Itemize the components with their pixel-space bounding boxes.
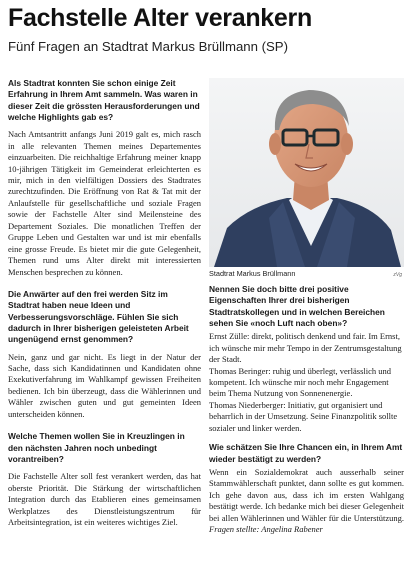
answer-2: Nein, ganz und gar nicht. Es liegt in der Natur der Sache, dass sich Kandidatinnen und Kandidaten ohne Exekutiverfahrung im Wahlkampf gewissen Freiheiten bedienen. Ich bin überzeugt, dass die Wählerinnen und Wähler zwischen guten und gut gemeinten Ideen unterscheiden können. (8, 351, 201, 419)
portrait-illustration (209, 78, 404, 267)
answer-5 (209, 467, 404, 536)
photo-caption (209, 269, 404, 279)
answer-5-text: Wenn ein Sozialdemokrat auch ausserhalb seiner Stammwählerschaft punktet, dann sollte es gut kommen. Ich gehe davon aus, dass ich im ersten Wahlgang bestätigt werde. Ich bedanke mich bei dieser Gelegenheit bei allen Wählerinnen und Wähler für die Unterstützung. (209, 466, 404, 523)
answer-1: Nach Amtsantritt anfangs Juni 2019 galt es, mich rasch in alle relevanten Themen meines Departementes einzuarbeiten. Die reichhaltige Erfahrung meiner knapp 10-jährigen Tätigkeit im Gemeinderat erleichterten es mir, mich in den vielfältigen Dossiers des Stadtrates zurechtzufinden. Die Eröffnung von Rat & Tat mit der Anlaufstelle für gesellschaftliche und soziale Fragen sowie der Fachstelle Alter sind Meilensteine des Departement Soziales. Die monatlichen Treffen der Gruppe Leben und Gestalten war und ist mir ebenfalls eine grosse Freude. Es bietet mir die gute Gelegenheit, Themen rund ums Alter direkt mit interessierten Menschen besprechen zu können. (8, 129, 201, 277)
right-column (209, 284, 404, 536)
question-2: Die Anwärter auf den frei werden Sitz im Stadtrat haben neue Ideen und Verbesserungsvorschläge. Fühlen Sie sich dadurch in Ihrer bisherigen geleisteten Arbeit ungenügend ernst genommen? (8, 289, 189, 345)
answer-4-niederberger: Thomas Niederberger: Initiativ, gut organisiert und beharrlich in der Umsetzung. Seine Finanzpolitik sollte sozialer und linker werden. (209, 399, 398, 433)
question-4: Nennen Sie doch bitte drei positive Eigenschaften Ihrer drei bisherigen Stadtratskollegen und in welchen Bereichen sehen Sie «noch Luft nach oben»? (209, 284, 385, 328)
photo-credit: zVg (393, 272, 402, 278)
question-1: Als Stadtrat konnten Sie schon einige Zeit Erfahrung in Ihrem Amt sammeln. Was waren in dieser Zeit die grössten Herausforderungen und welche Highlights gab es? (8, 78, 200, 122)
answer-4-beringer: Thomas Beringer: ruhig und überlegt, verlässlich und kompetent. Ich wünsche mir noch mehr Engagement beim Thema Nutzung von Sonnenenergie. (209, 365, 391, 399)
answer-4-zuelle: Ernst Zülle: direkt, politisch denkend und fair. Im Ernst, ich wünsche mir mehr Tempo in der Zentrumsgestaltung der Stadt. (209, 331, 402, 365)
left-column (8, 78, 201, 539)
question-5: Wie schätzen Sie Ihre Chancen ein, in Ihrem Amt wieder bestätigt zu werden? (209, 442, 403, 464)
photo-caption-text: Stadtrat Markus Brüllmann (209, 269, 296, 278)
answer-3: Die Fachstelle Alter soll fest verankert werden, das hat oberste Priorität. Die Stärkung der wirtschaftlichen Integration durch das Etablieren eines gemeinsamen Werkplatzes des Dienstleistungszentrum für Arbeitsintegration, ist ein weiteres wichtiges Ziel. (8, 471, 201, 527)
article-subhead: Fünf Fragen an Stadtrat Markus Brüllmann (SP) (8, 39, 288, 54)
answer-4 (209, 331, 404, 434)
article-headline: Fachstelle Alter verankern (8, 4, 312, 32)
question-3: Welche Themen wollen Sie in Kreuzlingen in den nächsten Jahren noch unbedingt vorantreiben? (8, 431, 185, 464)
interview-credit: Fragen stellte: Angelina Rabener (209, 524, 323, 535)
portrait-photo (209, 78, 404, 267)
